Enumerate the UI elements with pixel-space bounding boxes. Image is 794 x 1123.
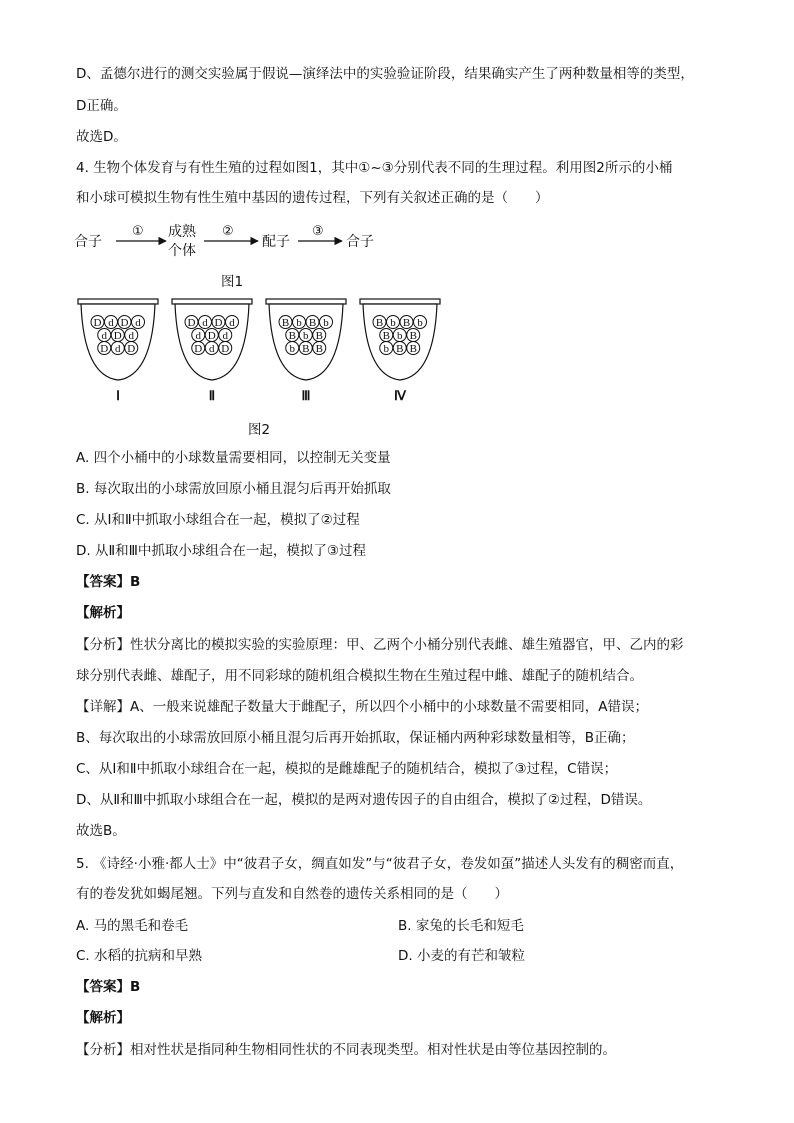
ball-label: d bbox=[128, 330, 134, 342]
question-5-stem: 5. 《诗经·小雅·都人士》中“彼君子女，绸直如发”与“彼君子女，卷发如虿”描述人头发有的稠密而直， bbox=[76, 856, 684, 872]
bucket-3 bbox=[266, 299, 346, 403]
answer-label: 【答案】B bbox=[76, 979, 141, 995]
q5-option-c: C. 水稻的抗病和早熟 bbox=[76, 948, 203, 964]
ball-label: D bbox=[214, 317, 223, 329]
ball-label: D bbox=[127, 343, 136, 355]
analysis-text: 球分别代表雌、雄配子，用不同彩球的随机组合模拟生物在生殖过程中雌、雄配子的随机结合。 bbox=[76, 668, 643, 684]
ball-label: b bbox=[296, 317, 302, 329]
bucket-rim bbox=[78, 299, 158, 304]
q5-option-b: B. 家兔的长毛和短毛 bbox=[398, 918, 524, 934]
ball-label: b bbox=[323, 317, 329, 329]
bucket-label: Ⅳ bbox=[394, 388, 406, 403]
bucket-1 bbox=[78, 299, 158, 403]
ball-label: b bbox=[303, 330, 309, 342]
ball-label: D bbox=[120, 317, 129, 329]
option-a: A. 四个小桶中的小球数量需要相同，以控制无关变量 bbox=[76, 450, 391, 466]
ball-label: b bbox=[289, 343, 295, 355]
ball-label: B bbox=[315, 330, 323, 342]
ball-label: D bbox=[100, 343, 109, 355]
ball-label: D bbox=[221, 343, 230, 355]
ball-label: B bbox=[288, 330, 296, 342]
bucket-label: Ⅱ bbox=[208, 388, 216, 403]
question-4-stem: 4. 生物个体发育与有性生殖的过程如图1，其中①~③分别代表不同的生理过程。利用图2所示的小桶 bbox=[76, 160, 673, 176]
detail-text: 【详解】A、一般来说雄配子数量大于雌配子，所以四个小桶中的小球数量不需要相同，A错误； bbox=[76, 699, 648, 715]
q5-option-a: A. 马的黑毛和卷毛 bbox=[76, 918, 189, 934]
figure-2-buckets bbox=[72, 296, 452, 406]
option-c: C. 从Ⅰ和Ⅱ中抓取小球组合在一起，模拟了②过程 bbox=[76, 512, 360, 528]
fig1-arrow-2-label: ② bbox=[222, 224, 234, 239]
conclusion-text: 故选B。 bbox=[76, 823, 126, 839]
fig1-arrow-3-label: ③ bbox=[312, 224, 324, 239]
detail-text: B、每次取出的小球需放回原小桶且混匀后再开始抓取，保证桶内两种彩球数量相等，B正确； bbox=[76, 730, 635, 746]
ball-label: d bbox=[202, 317, 208, 329]
ball-label: B bbox=[315, 343, 323, 355]
ball-label: B bbox=[396, 343, 404, 355]
ball-label: b bbox=[383, 343, 389, 355]
fig1-end-node: 合子 bbox=[346, 234, 374, 250]
fig1-mid-bottom: 个体 bbox=[168, 243, 196, 258]
ball-label: D bbox=[194, 343, 203, 355]
text-line: D、孟德尔进行的测交实验属于假说—演绎法中的实验验证阶段，结果确实产生了两种数量相等的类型， bbox=[76, 66, 694, 82]
question-4-stem: 和小球可模拟生物有性生殖中基因的遗传过程，下列有关叙述正确的是（ ） bbox=[76, 190, 549, 206]
bucket-rim bbox=[360, 299, 440, 304]
detail-text: D、从Ⅱ和Ⅲ中抓取小球组合在一起，模拟的是两对遗传因子的自由组合，模拟了②过程，D错误。 bbox=[76, 792, 652, 808]
figure-2-caption: 图2 bbox=[248, 422, 271, 438]
bucket-4 bbox=[360, 299, 440, 403]
ball-label: d bbox=[222, 330, 228, 342]
ball-label: D bbox=[187, 317, 196, 329]
fig1-arrow-1-label: ① bbox=[132, 224, 144, 239]
ball-label: d bbox=[229, 317, 235, 329]
ball-label: b bbox=[397, 330, 403, 342]
detail-text: C、从Ⅰ和Ⅱ中抓取小球组合在一起，模拟的是雌雄配子的随机结合，模拟了③过程，C错误； bbox=[76, 761, 618, 777]
bucket-rim bbox=[266, 299, 346, 304]
option-d: D. 从Ⅱ和Ⅲ中抓取小球组合在一起，模拟了③过程 bbox=[76, 543, 367, 559]
ball-label: D bbox=[113, 330, 122, 342]
ball-label: b bbox=[417, 317, 423, 329]
ball-label: b bbox=[390, 317, 396, 329]
figure-1-caption: 图1 bbox=[221, 274, 244, 290]
ball-label: d bbox=[108, 317, 114, 329]
ball-label: d bbox=[195, 330, 201, 342]
ball-label: B bbox=[375, 317, 384, 329]
analysis-text: 【分析】性状分离比的模拟实验的实验原理：甲、乙两个小桶分别代表雌、雄生殖器官，甲、乙内的彩 bbox=[76, 637, 684, 653]
analysis-text: 【分析】相对性状是指同种生物相同性状的不同表现类型。相对性状是由等位基因控制的。 bbox=[76, 1042, 616, 1058]
ball-label: d bbox=[135, 317, 141, 329]
ball-label: D bbox=[93, 317, 102, 329]
analysis-label: 【解析】 bbox=[76, 605, 130, 621]
ball-label: B bbox=[308, 317, 317, 329]
fig1-mid-top: 成熟 bbox=[168, 224, 196, 240]
answer-label: 【答案】B bbox=[76, 574, 141, 590]
ball-label: B bbox=[382, 330, 390, 342]
text-line: 故选D。 bbox=[76, 129, 127, 145]
ball-label: d bbox=[101, 330, 107, 342]
ball-label: D bbox=[207, 330, 216, 342]
q5-option-d: D. 小麦的有芒和皱粒 bbox=[398, 948, 525, 964]
bucket-2 bbox=[172, 299, 252, 403]
ball-label: B bbox=[409, 330, 417, 342]
bucket-rim bbox=[172, 299, 252, 304]
analysis-label: 【解析】 bbox=[76, 1010, 130, 1026]
bucket-label: Ⅰ bbox=[116, 388, 120, 403]
ball-label: B bbox=[281, 317, 290, 329]
text-line: D正确。 bbox=[76, 98, 127, 114]
ball-label: B bbox=[402, 317, 411, 329]
ball-label: d bbox=[115, 343, 121, 355]
ball-label: d bbox=[209, 343, 215, 355]
option-b: B. 每次取出的小球需放回原小桶且混匀后再开始抓取 bbox=[76, 481, 391, 497]
ball-label: B bbox=[409, 343, 417, 355]
fig1-gamete-node: 配子 bbox=[262, 234, 290, 250]
question-5-stem: 有的卷发犹如蝎尾翘。下列与直发和自然卷的遗传关系相同的是（ ） bbox=[76, 886, 508, 902]
ball-label: B bbox=[302, 343, 310, 355]
figure-1-diagram bbox=[72, 222, 402, 258]
bucket-label: Ⅲ bbox=[301, 388, 311, 403]
fig1-start-node: 合子 bbox=[74, 234, 102, 250]
